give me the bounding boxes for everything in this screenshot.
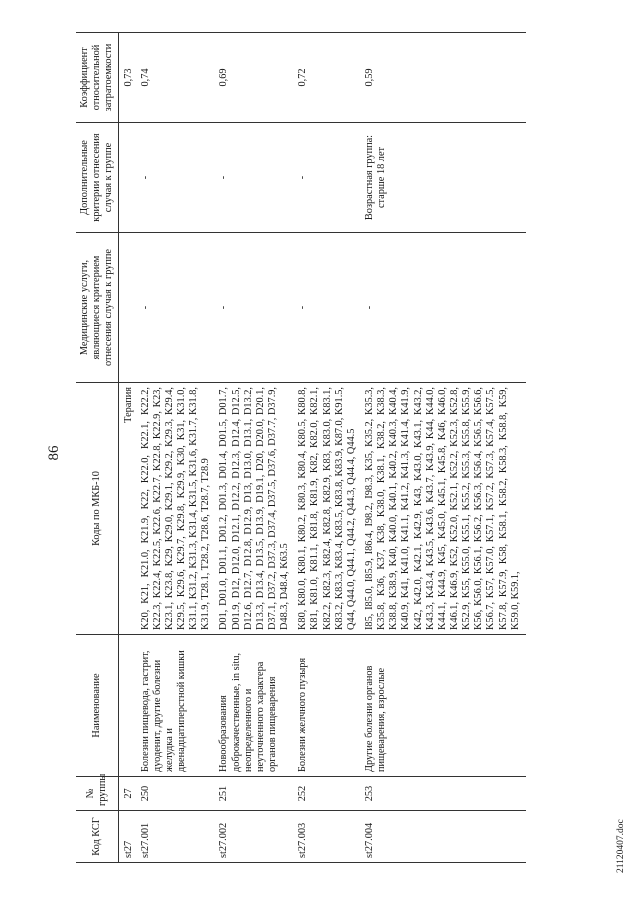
row-code: st27.003 [295,811,362,863]
section-code: st27 [119,811,138,863]
row-services: - [216,233,295,383]
section-coef: 0,73 [119,33,138,123]
row-icd-codes: K20, K21, K21.0, K21.9, K22, K22.0, K22.1, K22.2, K22.3, K22.4, K22.5, K22.6, K22.7, K22.8, K22.9, K23, K23.1, K23.8, K29, K29.0, K29.1, K29.2, K29.3, K29.4, K29.5, K29.6, K29.7, K29.8, K29.9, K30, K31, K31.0, K31.1, K31.2, K31.3, K31.4, K31.5, K31.6, K31.7, K31.8, K31.9, T28.1, T28.2, T28.6, T28.7, T28.9 [138,383,217,635]
row-code: st27.002 [216,811,295,863]
section-title: Терапия [119,383,138,635]
row-icd-codes: I85, I85.0, I85.9, I86.4, I98.2, I98.3, K35, K35.2, K35.3, K35.8, K36, K37, K38, K38.0, K38.1, K38.2, K38.3, K38.8, K38.9, K40, K40.0, K40.1, K40.2, K40.3, K40.4, K40.9, K41, K41.0, K41.1, K41.2, K41.3, K41.4, K41.9, K42, K42.0, K42.1, K42.9, K43, K43.0, K43.1, K43.2, K43.3, K43.4, K43.5, K43.6, K43.7, K43.9, K44, K44.0, K44.1, K44.9, K45, K45.0, K45.1, K45.8, K46, K46.0, K46.1, K46.9, K52, K52.0, K52.1, K52.2, K52.3, K52.8, K52.9, K55, K55.0, K55.1, K55.2, K55.3, K55.8, K55.9, K56, K56.0, K56.1, K56.2, K56.3, K56.4, K56.5, K56.6, K56.7, K57, K57.0, K57.1, K57.2, K57.3, K57.4, K57.5, K57.8, K57.9, K58, K58.1, K58.2, K58.3, K58.8, K59, K59.0, K59.1, [362,383,526,635]
row-coef: 0,72 [295,33,362,123]
header-icd: Коды по МКБ-10 [76,383,119,635]
row-coef: 0,69 [216,33,295,123]
row-extra: - [295,123,362,233]
row-num: 251 [216,777,295,811]
header-num: № группы [76,777,119,811]
rotated-page [38,33,638,873]
row-extra: Возрастная группа: старше 18 лет [362,123,526,233]
row-name: Другие болезни органов пищеварения, взрослые [362,635,526,777]
row-coef: 0,59 [362,33,526,123]
header-coef: Коэффициент относительной затратоемкости [76,33,119,123]
table-row [295,33,362,863]
ksg-table [76,32,526,863]
table-row [216,33,295,863]
row-code: st27.004 [362,811,526,863]
row-num: 250 [138,777,217,811]
row-code: st27.001 [138,811,217,863]
row-coef: 0,74 [138,33,217,123]
row-extra: - [216,123,295,233]
row-services: - [138,233,217,383]
row-extra: - [138,123,217,233]
row-name: Болезни желчного пузыря [295,635,362,777]
row-name: Новообразования доброкачественные, in situ, неопределенного и неуточненного характера органов пищеварения [216,635,295,777]
table-row [362,33,526,863]
footer-doc-name: 21120407.doc [616,819,626,873]
header-name: Наименование [76,635,119,777]
section-row [119,33,138,863]
row-name: Болезни пищевода, гастрит, дуоденит, другие болезни желудка и двенадцатиперстной кишки [138,635,217,777]
page-number: 86 [46,445,62,461]
header-code: Код КСГ [76,811,119,863]
header-services: Медицинские услуги, являющиеся критерием отнесения случая к группе [76,233,119,383]
row-services: - [295,233,362,383]
row-num: 253 [362,777,526,811]
row-icd-codes: D01, D01.0, D01.1, D01.2, D01.3, D01.4, D01.5, D01.7, D01.9, D12, D12.0, D12.1, D12.2, D12.3, D12.4, D12.5, D12.6, D12.7, D12.8, D12.9, D13, D13.0, D13.1, D13.2, D13.3, D13.4, D13.5, D13.9, D19.1, D20, D20.0, D20.1, D37.1, D37.2, D37.3, D37.4, D37.5, D37.6, D37.7, D37.9, D48.3, D48.4, K63.5 [216,383,295,635]
table-header-row [76,33,119,863]
table-row [138,33,217,863]
row-num: 252 [295,777,362,811]
row-icd-codes: K80, K80.0, K80.1, K80.2, K80.3, K80.4, K80.5, K80.8, K81, K81.0, K81.1, K81.8, K81.9, K82, K82.0, K82.1, K82.2, K82.3, K82.4, K82.8, K82.9, K83, K83.0, K83.1, K83.2, K83.3, K83.4, K83.5, K83.8, K83.9, K87.0, K91.5, Q44, Q44.0, Q44.1, Q44.2, Q44.3, Q44.4, Q44.5 [295,383,362,635]
section-num: 27 [119,777,138,811]
header-extra: Дополнительные критерии отнесения случая к группе [76,123,119,233]
row-services: - [362,233,526,383]
